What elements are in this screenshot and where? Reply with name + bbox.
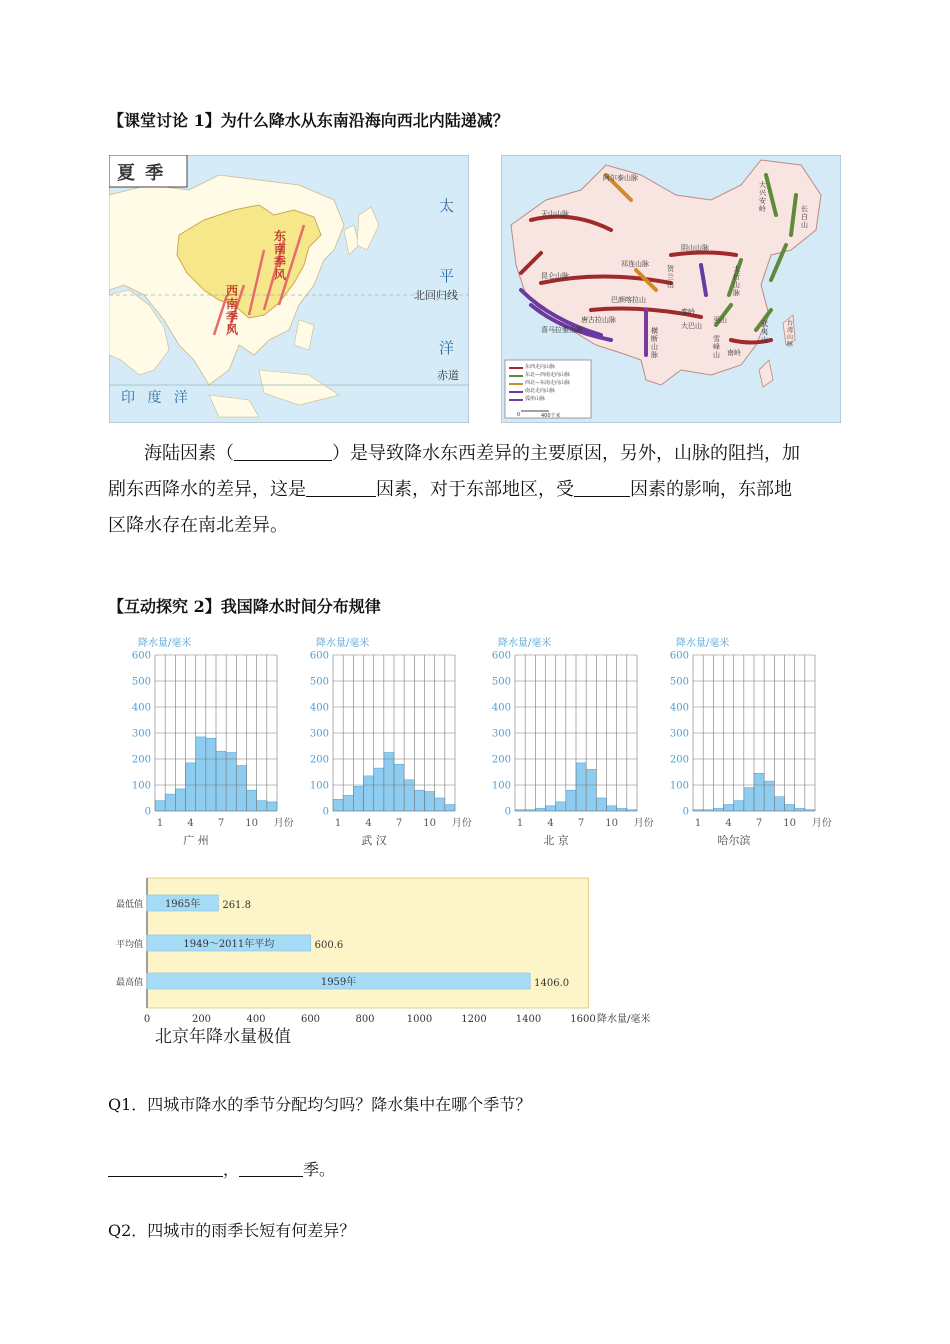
legend-ew: 东西走向山脉 — [525, 364, 556, 370]
bar-month-10 — [425, 792, 435, 812]
x-tick-label: 1 — [156, 818, 164, 829]
p2-text-b: 因素，对于东部地区，受 — [376, 479, 574, 500]
x-tick-label: 1400 — [515, 1014, 542, 1025]
label-tanggula: 唐古拉山脉 — [581, 316, 616, 324]
bar-month-10 — [607, 806, 617, 811]
bar-month-7 — [576, 763, 586, 811]
x-tick-label: 10 — [783, 818, 796, 829]
bar-month-1 — [333, 799, 343, 811]
label-helanshan: 贺兰山 — [667, 265, 674, 289]
y-tick-label: 300 — [309, 728, 329, 740]
blank-terrain-factor[interactable] — [306, 476, 376, 497]
y-tick-label: 600 — [131, 650, 151, 662]
value-label: 1406.0 — [534, 978, 570, 989]
x-tick-label: 0 — [143, 1014, 151, 1025]
label-changbai: 长白山 — [801, 205, 808, 229]
bar-month-10 — [247, 790, 257, 811]
bar-month-10 — [785, 805, 795, 812]
label-taihang: 太行山脉 — [733, 265, 740, 297]
x-tick-label: 4 — [547, 818, 554, 829]
bar-month-4 — [186, 763, 196, 811]
map-label-ping: 平 — [439, 267, 455, 285]
y-tick-label: 100 — [309, 780, 329, 792]
scale-zero: 0 — [517, 412, 521, 418]
chart-wuhan — [306, 633, 476, 857]
blank-answer-1a[interactable] — [108, 1156, 223, 1177]
x-tick-label: 400 — [246, 1014, 266, 1025]
x-tick-label: 10 — [423, 818, 436, 829]
value-label: 600.6 — [314, 940, 344, 951]
city-name: 哈尔滨 — [717, 834, 751, 847]
y-tick-label: 0 — [504, 806, 511, 818]
bar-month-4 — [546, 806, 556, 811]
discussion-paragraph — [108, 436, 848, 544]
x-tick-label: 800 — [355, 1014, 375, 1025]
answer-1-line — [108, 1156, 335, 1180]
bar-month-9 — [236, 766, 246, 812]
label-qilian: 祁连山脉 — [621, 260, 649, 268]
x-tick-label: 1600 — [570, 1014, 596, 1025]
label-qinling: 秦岭 — [681, 308, 695, 316]
answer-1-end: 季。 — [303, 1160, 336, 1179]
bar-month-11 — [617, 808, 627, 811]
y-tick-label: 200 — [491, 754, 511, 766]
label-bayankala: 巴颜喀拉山 — [611, 296, 646, 304]
section1-title: 【课堂讨论 1】为什么降水从东南沿海向西北内陆递减？ — [108, 111, 509, 130]
blank-answer-1b[interactable] — [239, 1156, 303, 1177]
y-tick-label: 0 — [144, 806, 151, 818]
bar-month-3 — [175, 789, 185, 811]
x-tick-label: 10 — [245, 818, 258, 829]
bar-month-4 — [724, 805, 734, 812]
bar-month-6 — [384, 753, 394, 812]
category-label: 平均值 — [115, 940, 143, 950]
blank-land-sea-factor[interactable] — [234, 440, 332, 461]
label-taiwan: 台湾山脉 — [787, 320, 794, 348]
question-1: Q1．四城市降水的季节分配均匀吗？降水集中在哪个季节？ — [108, 1095, 532, 1114]
bar-month-3 — [713, 808, 723, 811]
bar-text-label: 1959年 — [320, 977, 357, 988]
mountain-map — [501, 155, 841, 427]
beijing-extremes-chart — [100, 875, 680, 1029]
y-tick-label: 400 — [491, 702, 511, 714]
p1-text-b: ）是导致降水东西差异的主要原因，另外，山脉的阻挡，加 — [332, 443, 800, 464]
bar-month-5 — [556, 802, 566, 811]
map-label-tai: 太 — [439, 197, 455, 215]
y-tick-label: 600 — [669, 650, 689, 662]
bar-month-9 — [414, 790, 424, 811]
bar-month-8 — [404, 780, 414, 811]
x-tick-label: 1 — [334, 818, 342, 829]
bar-month-7 — [216, 751, 226, 811]
bar-month-11 — [257, 801, 267, 811]
x-tick-label: 4 — [725, 818, 732, 829]
y-tick-label: 500 — [669, 676, 689, 688]
p2-text-c: 因素的影响，东部地 — [630, 479, 792, 500]
y-tick-label: 100 — [669, 780, 689, 792]
bar-text-label: 1949～2011年平均 — [183, 939, 275, 950]
question-2: Q2．四城市的雨季长短有何差异？ — [108, 1221, 356, 1240]
y-tick-label: 600 — [491, 650, 511, 662]
city-name: 武 汉 — [361, 834, 387, 847]
p1-text-a: 海陆因素（ — [144, 443, 234, 464]
x-tick-label: 7 — [577, 818, 585, 829]
map-label-sw-monsoon: 西南季风 — [226, 284, 239, 337]
label-xuefeng: 雪峰山 — [713, 335, 720, 359]
beijing-extremes-title: 北京年降水量极值 — [155, 1027, 291, 1047]
y-tick-label: 0 — [322, 806, 329, 818]
y-axis-label: 降水量/毫米 — [316, 638, 370, 649]
label-yinshan: 阴山山脉 — [681, 244, 709, 252]
bar-month-11 — [435, 798, 445, 811]
label-daxinganling: 大兴安岭 — [759, 181, 766, 213]
bar-month-2 — [343, 795, 353, 811]
y-axis-label: 降水量/毫米 — [498, 638, 552, 649]
y-tick-label: 100 — [131, 780, 151, 792]
label-dabashan: 大巴山 — [681, 322, 702, 330]
y-tick-label: 400 — [131, 702, 151, 714]
y-tick-label: 500 — [309, 676, 329, 688]
answer-1-sep: ， — [223, 1160, 240, 1179]
chart-guangzhou — [128, 633, 298, 857]
bar-month-5 — [734, 801, 744, 811]
bar-month-9 — [596, 798, 606, 811]
y-tick-label: 200 — [131, 754, 151, 766]
label-himalaya: 喜马拉雅山脉 — [541, 326, 583, 334]
x-unit-label: 月份 — [273, 818, 294, 829]
value-label: 261.8 — [222, 900, 251, 911]
x-tick-label: 1200 — [461, 1014, 487, 1025]
p3-text: 区降水存在南北差异。 — [108, 515, 288, 536]
y-tick-label: 0 — [682, 806, 689, 818]
bar-month-6 — [566, 790, 576, 811]
y-tick-label: 300 — [491, 728, 511, 740]
bar-month-2 — [165, 794, 175, 811]
x-unit-label: 月份 — [451, 818, 472, 829]
bar-month-5 — [374, 768, 384, 811]
bar-month-7 — [754, 773, 764, 811]
map-label-indian-ocean: 印 度 洋 — [121, 390, 192, 406]
map-label-yang: 洋 — [439, 339, 455, 357]
x-tick-label: 7 — [755, 818, 763, 829]
y-tick-label: 300 — [669, 728, 689, 740]
bar-month-6 — [206, 738, 216, 811]
x-tick-label: 600 — [300, 1014, 321, 1025]
bar-month-3 — [535, 808, 545, 811]
bar-month-11 — [795, 808, 805, 811]
summer-monsoon-map — [109, 155, 469, 427]
label-tianshan: 天山山脉 — [541, 210, 569, 218]
bar-month-7 — [394, 764, 404, 811]
p2-text-a: 剧东西降水的差异，这是 — [108, 479, 306, 500]
x-tick-label: 1 — [516, 818, 524, 829]
y-tick-label: 100 — [491, 780, 511, 792]
bar-month-8 — [226, 753, 236, 812]
y-axis-label: 降水量/毫米 — [676, 638, 730, 649]
x-axis-label: 降水量/毫米 — [597, 1014, 651, 1025]
x-tick-label: 7 — [395, 818, 403, 829]
label-wushan: 巫山 — [713, 316, 727, 324]
bar-month-12 — [445, 805, 455, 812]
map-season-label: 夏 季 — [117, 163, 166, 184]
map-label-tropic: 北回归线 — [414, 289, 458, 302]
legend-ns: 南北走向山脉 — [525, 388, 556, 394]
x-tick-label: 4 — [187, 818, 194, 829]
city-name: 广 州 — [183, 834, 209, 847]
city-name: 北 京 — [543, 834, 569, 847]
label-kunlun: 昆仑山脉 — [541, 272, 569, 280]
bar-month-1 — [155, 801, 165, 811]
label-hengduan: 横断山脉 — [651, 327, 658, 359]
legend-arc: 弧形山脉 — [525, 396, 546, 402]
legend-nw-se: 西北—东南走向山脉 — [525, 380, 571, 386]
x-tick-label: 1000 — [406, 1014, 433, 1025]
bar-month-9 — [774, 797, 784, 811]
chart-harbin — [666, 633, 836, 857]
label-nanling: 南岭 — [727, 349, 741, 357]
y-tick-label: 500 — [491, 676, 511, 688]
section2-title: 【互动探究 2】我国降水时间分布规律 — [108, 597, 381, 616]
map-label-se-monsoon: 东南季风 — [274, 229, 287, 282]
bar-month-5 — [196, 737, 206, 811]
y-tick-label: 400 — [669, 702, 689, 714]
blank-latitude-factor[interactable] — [574, 476, 630, 497]
legend-ne-sw: 东北—西南走向山脉 — [525, 372, 571, 378]
bar-month-3 — [353, 786, 363, 811]
chart-beijing — [488, 633, 658, 857]
bar-month-4 — [364, 776, 374, 811]
x-unit-label: 月份 — [811, 818, 832, 829]
y-tick-label: 400 — [309, 702, 329, 714]
y-tick-label: 500 — [131, 676, 151, 688]
y-axis-label: 降水量/毫米 — [138, 638, 192, 649]
y-tick-label: 600 — [309, 650, 329, 662]
category-label: 最高值 — [115, 978, 143, 988]
bar-month-6 — [744, 788, 754, 811]
x-tick-label: 7 — [217, 818, 225, 829]
map-label-equator: 赤道 — [437, 369, 459, 382]
label-altai: 阿尔泰山脉 — [603, 174, 638, 182]
category-label: 最低值 — [115, 900, 143, 910]
x-tick-label: 10 — [605, 818, 618, 829]
scale-400: 400千米 — [541, 413, 561, 419]
bar-month-8 — [764, 781, 774, 811]
y-tick-label: 200 — [309, 754, 329, 766]
x-unit-label: 月份 — [633, 818, 654, 829]
x-tick-label: 1 — [694, 818, 702, 829]
bar-month-12 — [267, 802, 277, 811]
bar-text-label: 1965年 — [164, 899, 201, 910]
y-tick-label: 200 — [669, 754, 689, 766]
x-tick-label: 200 — [191, 1014, 212, 1025]
bar-month-8 — [586, 769, 596, 811]
y-tick-label: 300 — [131, 728, 151, 740]
x-tick-label: 4 — [365, 818, 372, 829]
label-wuyi: 武夷山 — [761, 320, 768, 344]
